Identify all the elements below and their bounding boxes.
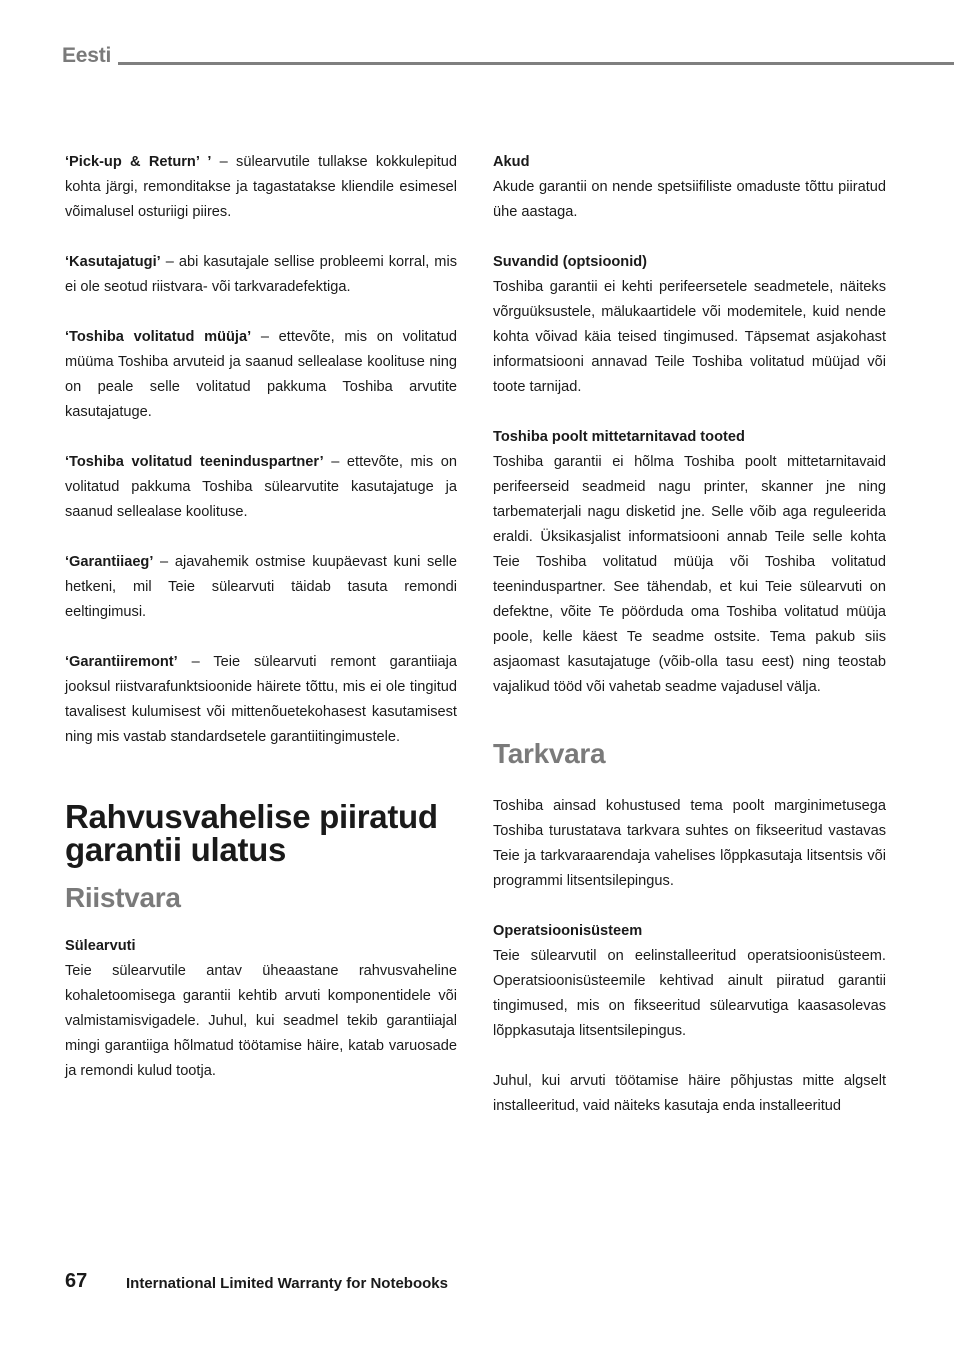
software-paragraph: Toshiba ainsad kohustused tema poolt marginimetusega Toshiba turustatava tarkvara suhtes on fikseeritud vastavas Teie ja tarkvaraarendaja vahelises lõppkasutaja litsentsis või programmi litsentsilepingus. — [493, 798, 886, 889]
os-text: Teie sülearvutil on eelinstalleeritud operatsioonisüsteem. Operatsioonisüsteemile kehtivad ainult piiratud garantii tingimused, mis on fikseeritud sülearvutiga kaasasolevas lõppkasutaja litsentsilepingus. — [493, 948, 886, 1039]
page-number: 67 — [65, 1270, 88, 1292]
definition-term: ‘Kasutajatugi’ — [65, 254, 161, 270]
definition-paragraph — [65, 550, 457, 625]
options-text: Toshiba garantii ei kehti perifeersetele seadmetele, näiteks võrguüksustele, mälukaartidele või modemitele, kuid nende kohta võivad käia teised tingimused. Täpsemat asjakohast informatsiooni annavad Teile Toshiba volitatud müüjad või toote tarnijad. — [493, 279, 886, 395]
definition-text: – sülearvutile tullakse kokkulepitud kohta järgi, remonditakse ja tagastatakse kliendile esimesel võimalusel osturiigi piires. — [65, 154, 458, 220]
nontoshiba-heading: Toshiba poolt mittetarnitavad tooted — [493, 429, 745, 445]
batteries-heading: Akud — [493, 154, 530, 170]
definition-text: – ettevõte, mis on volitatud pakkuma Toshiba sülearvutite kasutajatuge ja saanud sellealase koolituse. — [65, 454, 457, 520]
definition-paragraph — [65, 650, 457, 750]
definition-text: – abi kasutajale sellise probleemi korral, mis ei ole seotud riistvara- või tarkvaradefektiga. — [65, 254, 457, 295]
subsection-title-software: Tarkvara — [493, 738, 606, 769]
laptop-heading: Sülearvuti — [65, 938, 136, 954]
definition-text: – ettevõte, mis on volitatud müüma Toshiba arvuteid ja saanud sellealase koolituse ning on peale selle volitatud pakkuma Toshiba arvutite kasutajatuge. — [65, 329, 457, 420]
footer-title: International Limited Warranty for Notebooks — [126, 1275, 448, 1292]
right-column — [493, 150, 886, 1119]
definition-paragraph — [65, 150, 457, 225]
definition-term: ‘Toshiba volitatud müüja’ — [65, 329, 252, 345]
nontoshiba-paragraph — [493, 425, 886, 700]
definition-term: ‘Pick-up & Return’ ’ — [65, 154, 212, 170]
definition-term: ‘Garantiiremont’ — [65, 654, 178, 670]
options-paragraph — [493, 250, 886, 400]
header-rule — [118, 62, 954, 65]
definition-paragraph — [65, 250, 457, 300]
batteries-paragraph — [493, 150, 886, 225]
final-paragraph: Juhul, kui arvuti töötamise häire põhjustas mitte algselt installeeritud, vaid näiteks kasutaja enda installeeritud — [493, 1073, 886, 1114]
page-header — [62, 44, 954, 70]
subsection-title-hardware: Riistvara — [65, 882, 181, 913]
os-paragraph — [493, 919, 886, 1044]
definition-text: – Teie sülearvuti remont garantiiaja jooksul riistvarafunktsioonide häirete tõttu, mis ei ole tingitud tavalisest kulumisest või mittenõuetekohasest kasutamisest ning mis vastab standardsetele garantiitingimustele. — [65, 654, 457, 745]
laptop-paragraph — [65, 934, 457, 1084]
definition-text: – ajavahemik ostmise kuupäevast kuni selle hetkeni, mil Teie sülearvuti täidab tasuta remondi eeltingimusi. — [65, 554, 457, 620]
options-heading: Suvandid (optsioonid) — [493, 254, 648, 270]
definition-term: ‘Toshiba volitatud teeninduspartner’ — [65, 454, 324, 470]
definition-paragraph — [65, 325, 457, 425]
os-heading: Operatsioonisüsteem — [493, 923, 643, 939]
laptop-text: Teie sülearvutile antav üheaastane rahvusvaheline kohaletoomisega garantii kehtib arvuti komponentidele või valmistamisvigadele. Juhul, kui seadmel tekib garantiiajal mingi garantiiga hõlmatud töötamise häire, katab varuosade ja remondi kulud tootja. — [65, 963, 457, 1079]
definition-term: ‘Garantiiaeg’ — [65, 554, 154, 570]
batteries-text: Akude garantii on nende spetsiifiliste omaduste tõttu piiratud ühe aastaga. — [493, 179, 886, 220]
language-label: Eesti — [62, 44, 112, 67]
definition-paragraph — [65, 450, 457, 525]
nontoshiba-text: Toshiba garantii ei hõlma Toshiba poolt mittetarnitavaid perifeerseid seadmeid nagu printer, skanner jne ning tarbematerjali nagu disketid jne. Selle võib aga reguleerida eraldi. Üksikasjalist informatsiooni annab Teile selle kohta Teie Toshiba volitatud müüja või Toshiba volitatud teeninduspartner. See tähendab, et kui Teie sülearvuti on defektne, võite Te pöörduda oma Toshiba volitatud müüja poole, kelle käest Te seadme ostsite. Tema pakub siis asjaomast kasutajatuge (võib-olla tasu eest) ning teostab vajalikud tööd või vahetab seadme vajadusel välja. — [493, 454, 886, 695]
section-title: Rahvusvahelise piiratud garantii ulatus — [65, 798, 438, 868]
page-footer — [65, 1270, 765, 1300]
left-column — [65, 150, 457, 1084]
